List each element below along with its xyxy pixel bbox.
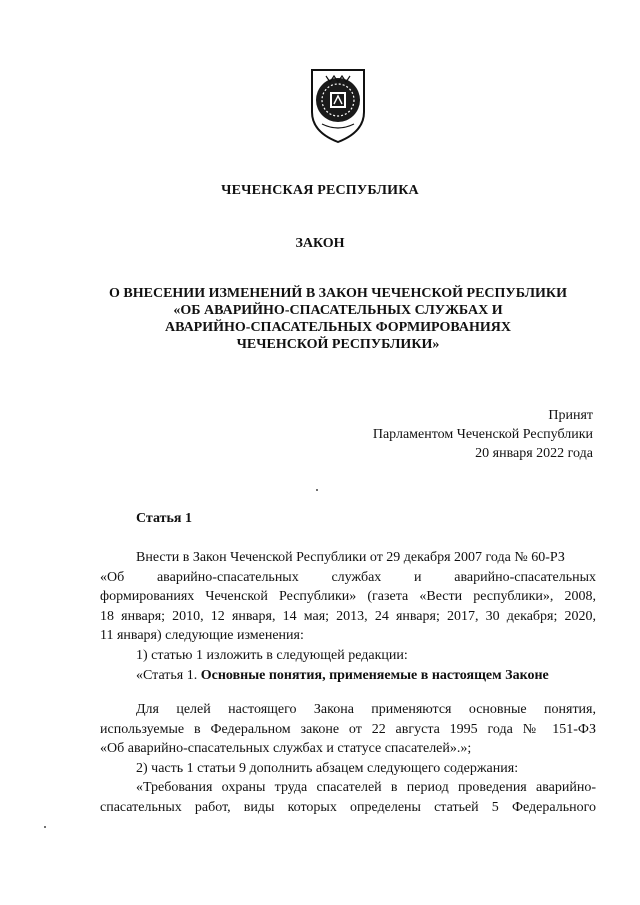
republic-heading: ЧЕЧЕНСКАЯ РЕСПУБЛИКА xyxy=(221,183,419,198)
para-line: Для целей настоящего Закона применяются основные понятия, xyxy=(136,702,596,717)
item-2: 2) часть 1 статьи 9 дополнить абзацем следующего содержания: xyxy=(136,760,519,776)
quoted-article-heading xyxy=(100,666,596,686)
intro-line: «Об аварийно-спасательных службах и аварийно-спасательных xyxy=(100,569,596,585)
law-title-line: О ВНЕСЕНИИ ИЗМЕНЕНИЙ В ЗАКОН ЧЕЧЕНСКОЙ РЕСПУБЛИКИ xyxy=(109,286,567,301)
law-heading: ЗАКОН xyxy=(295,236,345,251)
para-line: используемые в Федеральном законе от 22 августа 1995 года № 151-ФЗ xyxy=(100,721,596,737)
law-title-line: АВАРИЙНО-СПАСАТЕЛЬНЫХ ФОРМИРОВАНИЯХ xyxy=(165,320,511,335)
article-heading: Статья 1 xyxy=(136,511,192,526)
intro-line: 18 января; 2010, 12 января, 14 мая; 2013, 24 января; 2017, 30 декабря; 2020, xyxy=(100,608,596,624)
adopted-by: Парламентом Чеченской Республики xyxy=(372,427,593,442)
requirements-line: спасательных работ, виды которых определены статьей 5 Федерального xyxy=(100,799,596,815)
quote-prefix: «Статья 1. xyxy=(136,667,201,683)
intro-line: Внести в Закон Чеченской Республики от 29 декабря 2007 года № 60-РЗ xyxy=(136,550,565,565)
para-line: «Об аварийно-спасательных службах и статусе спасателей».»; xyxy=(100,741,472,757)
scan-speck xyxy=(44,826,46,828)
quote-heading: Основные понятия, применяемые в настоящем Законе xyxy=(200,667,549,683)
item-1: 1) статью 1 изложить в следующей редакции: xyxy=(136,647,408,663)
adopted-label: Принят xyxy=(548,408,593,423)
requirements-line: «Требования охраны труда спасателей в период проведения аварийно- xyxy=(136,780,596,796)
scan-speck xyxy=(316,489,318,491)
adoption-block xyxy=(293,406,593,463)
intro-line: 11 января) следующие изменения: xyxy=(100,628,304,644)
law-title xyxy=(60,285,616,353)
coat-of-arms-icon xyxy=(306,66,370,144)
intro-line: формированиях Чеченской Республики» (газета «Вести республики», 2008, xyxy=(100,589,596,605)
adopted-date: 20 января 2022 года xyxy=(475,446,593,461)
law-title-line: «ОБ АВАРИЙНО-СПАСАТЕЛЬНЫХ СЛУЖБАХ И xyxy=(173,303,503,318)
article-body xyxy=(100,548,596,685)
definitions-paragraph xyxy=(100,700,596,818)
law-title-line: ЧЕЧЕНСКОЙ РЕСПУБЛИКИ» xyxy=(236,337,440,352)
